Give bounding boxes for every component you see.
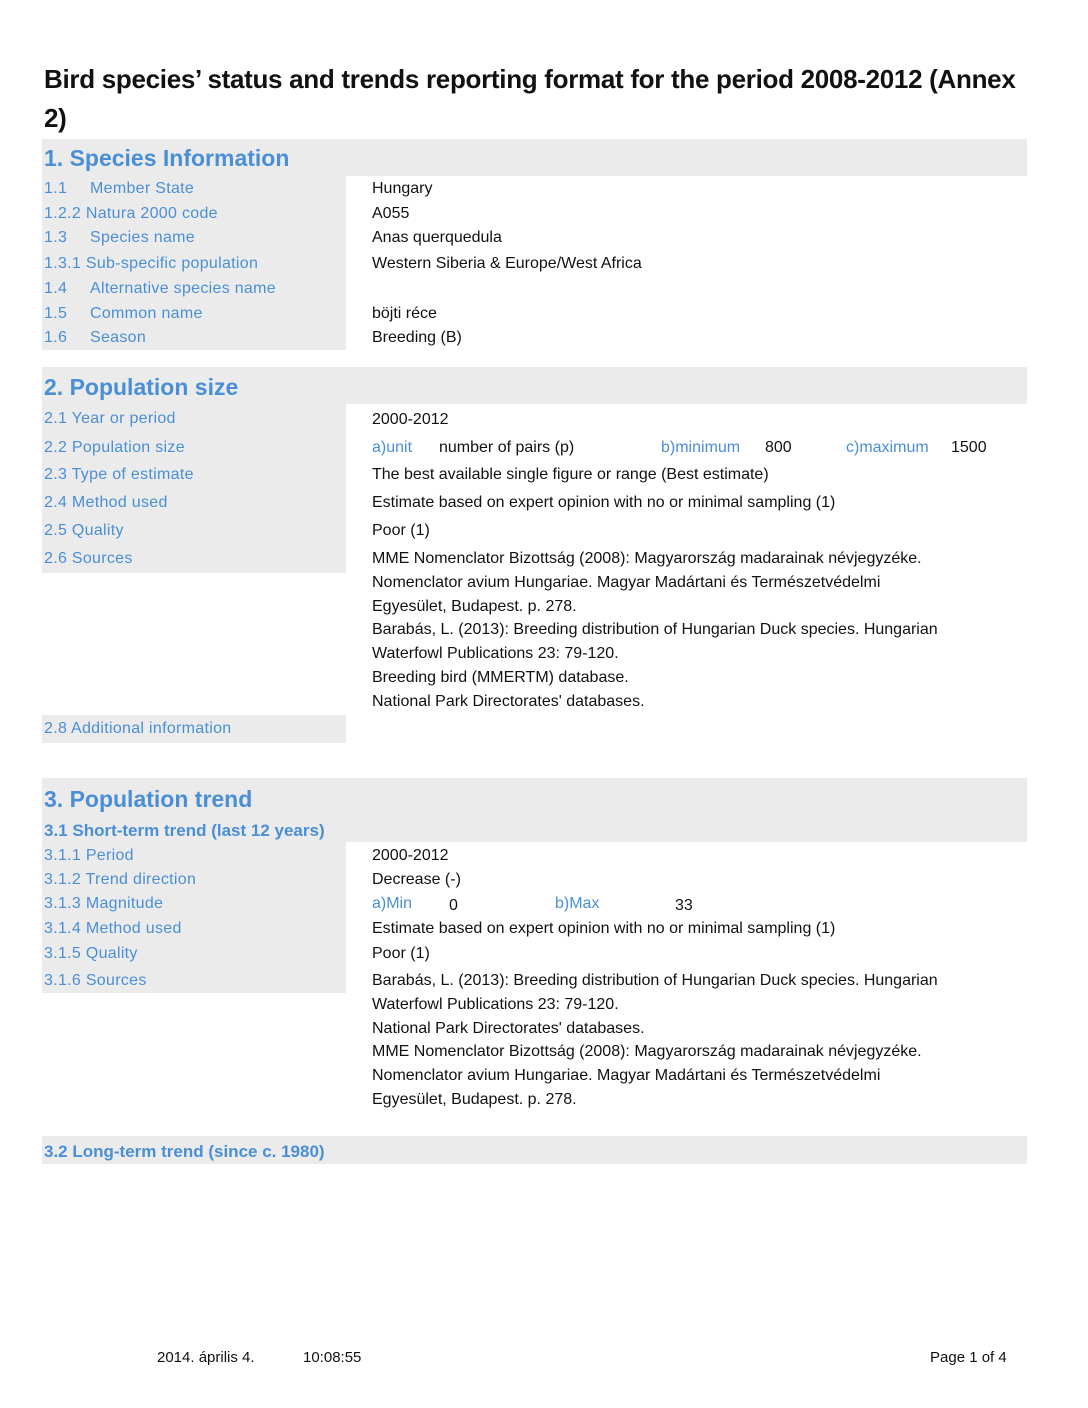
field-method-value: Estimate based on expert opinion with no or minimal sampling (1) <box>372 494 836 511</box>
field-trend-method-label: 3.1.4 Method used <box>44 920 182 937</box>
minimum-label: b)minimum <box>661 439 741 456</box>
source-line: MME Nomenclator Bizottság (2008): Magyarország madarainak névjegyzéke. <box>372 550 922 567</box>
long-term-trend-heading: 3.2 Long-term trend (since c. 1980) <box>44 1142 325 1161</box>
source-line: Waterfowl Publications 23: 79-120. <box>372 645 619 663</box>
magnitude-min-label: a)Min <box>372 895 413 912</box>
source-line: Egyesület, Budapest. p. 278. <box>372 1090 577 1108</box>
source-line: Nomenclator avium Hungariae. Magyar Madártani és Természetvédelmi <box>372 573 881 591</box>
field-population-size-label: 2.2 Population size <box>44 439 185 456</box>
field-subspecific-population-value: Western Siberia & Europe/West Africa <box>372 255 642 272</box>
field-trend-sources-label: 3.1.6 Sources <box>44 972 147 989</box>
magnitude-max-label: b)Max <box>555 895 600 912</box>
field-subspecific-population-label: 1.3.1 Sub-specific population <box>44 255 259 272</box>
section1-heading: 1. Species Information <box>44 145 290 171</box>
field-period-value: 2000-2012 <box>372 847 449 864</box>
document-title: Bird species’ status and trends reporting format for the period 2008-2012 (Annex 2) <box>44 64 1016 133</box>
source-line: Breeding bird (MMERTM) database. <box>372 668 629 686</box>
field-common-name-label: 1.5 Common name <box>44 305 203 322</box>
section3-heading: 3. Population trend <box>44 786 253 812</box>
field-year-value: 2000-2012 <box>372 411 449 428</box>
field-season-label: 1.6 Season <box>44 329 147 346</box>
field-season-value: Breeding (B) <box>372 329 462 346</box>
footer-time: 10:08:55 <box>303 1349 362 1366</box>
field-quality-label: 2.5 Quality <box>44 522 124 539</box>
magnitude-max-value: 33 <box>675 897 693 914</box>
field-trend-method-value: Estimate based on expert opinion with no or minimal sampling (1) <box>372 920 836 937</box>
field-common-name-value: böjti réce <box>372 305 437 322</box>
field-trend-sources-value <box>372 969 1022 1112</box>
field-trend-quality-label: 3.1.5 Quality <box>44 945 138 962</box>
unit-value: number of pairs (p) <box>439 439 575 456</box>
source-line: National Park Directorates' databases. <box>372 1019 645 1037</box>
maximum-label: c)maximum <box>846 439 929 456</box>
field-member-state-label: 1.1 Member State <box>44 180 195 197</box>
unit-label: a)unit <box>372 439 413 456</box>
field-quality-value: Poor (1) <box>372 522 430 539</box>
field-sources-value <box>372 547 1022 714</box>
minimum-value: 800 <box>765 439 792 456</box>
footer-date: 2014. április 4. <box>157 1349 255 1366</box>
source-line: Waterfowl Publications 23: 79-120. <box>372 995 619 1013</box>
field-sources-label: 2.6 Sources <box>44 550 133 567</box>
source-line: MME Nomenclator Bizottság (2008): Magyarország madarainak névjegyzéke. <box>372 1043 922 1061</box>
field-species-name-label: 1.3 Species name <box>44 229 195 246</box>
source-line: Nomenclator avium Hungariae. Magyar Madártani és Természetvédelmi <box>372 1067 881 1085</box>
source-line: Egyesület, Budapest. p. 278. <box>372 597 577 615</box>
field-member-state-value: Hungary <box>372 180 433 197</box>
field-year-label: 2.1 Year or period <box>44 410 176 427</box>
source-line: Barabás, L. (2013): Breeding distribution of Hungarian Duck species. Hungarian <box>372 972 938 989</box>
field-trend-quality-value: Poor (1) <box>372 945 430 962</box>
source-line: National Park Directorates' databases. <box>372 692 645 710</box>
source-line: Barabás, L. (2013): Breeding distribution of Hungarian Duck species. Hungarian <box>372 621 938 639</box>
field-method-label: 2.4 Method used <box>44 494 168 511</box>
field-trend-direction-value: Decrease (-) <box>372 871 461 888</box>
field-additional-info-label: 2.8 Additional information <box>44 720 232 737</box>
field-magnitude-label: 3.1.3 Magnitude <box>44 895 164 912</box>
maximum-value: 1500 <box>951 439 987 456</box>
short-term-trend-heading: 3.1 Short-term trend (last 12 years) <box>44 821 325 840</box>
field-period-label: 3.1.1 Period <box>44 847 134 864</box>
section2-heading: 2. Population size <box>44 374 239 400</box>
field-species-name-value: Anas querquedula <box>372 229 502 246</box>
field-natura-code-label: 1.2.2 Natura 2000 code <box>44 205 218 222</box>
field-natura-code-value: A055 <box>372 205 410 222</box>
footer-page-number: Page 1 of 4 <box>930 1349 1007 1366</box>
field-trend-direction-label: 3.1.2 Trend direction <box>44 871 197 888</box>
field-type-estimate-value: The best available single figure or range (Best estimate) <box>372 466 769 483</box>
field-type-estimate-label: 2.3 Type of estimate <box>44 466 194 483</box>
magnitude-min-value: 0 <box>449 897 458 914</box>
field-alternative-name-label: 1.4 Alternative species name <box>44 280 276 297</box>
